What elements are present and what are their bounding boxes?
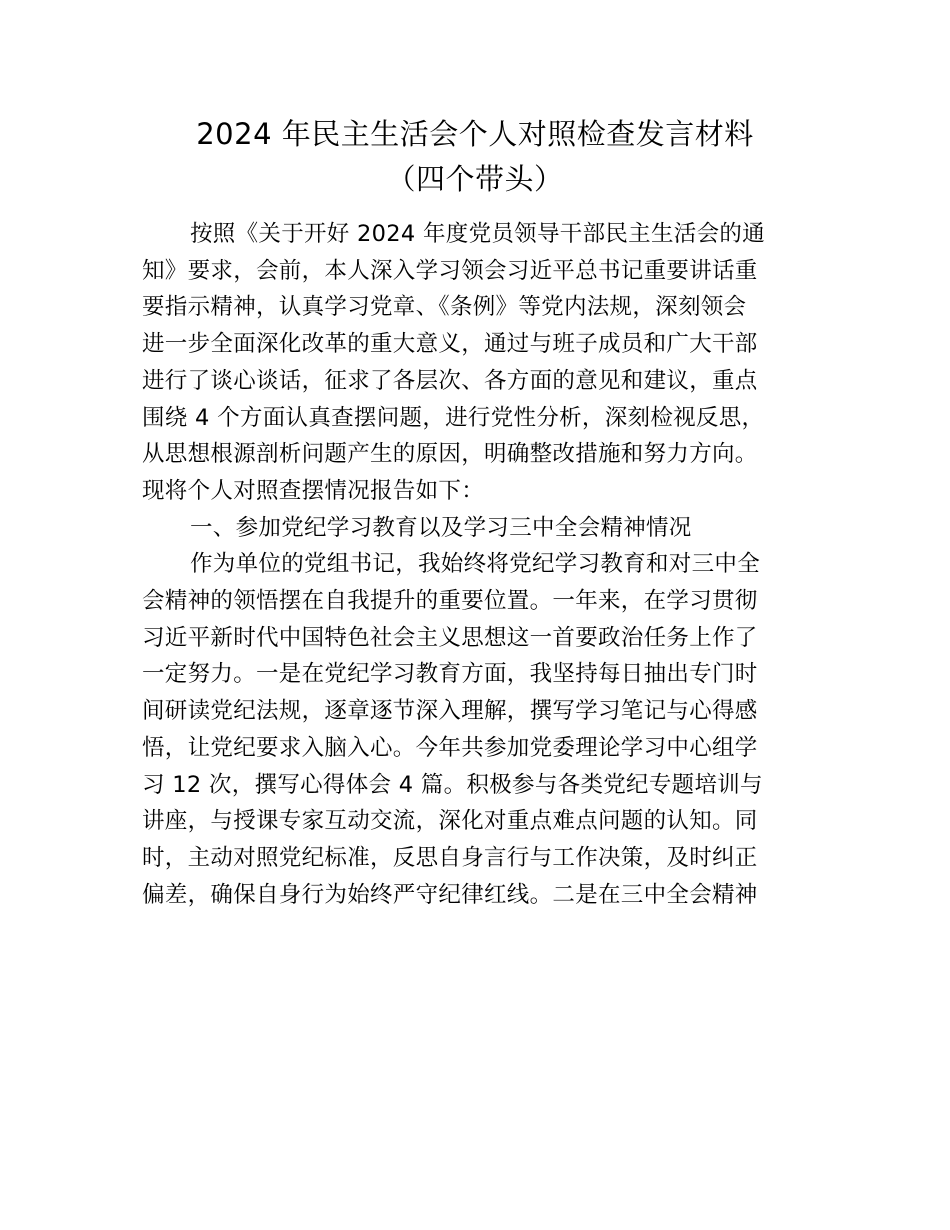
paragraph-line: 习近平新时代中国特色社会主义思想这一首要政治任务上作了 [142,624,758,651]
paragraph-line: 现将个人对照查摆情况报告如下： [142,477,485,504]
paragraph-line: 按照《关于开好 2024 年度党员领导干部民主生活会的通 [190,221,765,247]
document-title [0,112,950,202]
paragraph-line: 时，主动对照党纪标准，反思自身言行与工作决策，及时纠正 [142,844,758,871]
paragraph-line: 知》要求，会前，本人深入学习领会习近平总书记重要讲话重 [142,257,758,284]
paragraph-line: 进行了谈心谈话，征求了各层次、各方面的意见和建议，重点 [142,367,758,394]
paragraph-line: 要指示精神，认真学习党章、《条例》等党内法规，深刻领会 [142,294,747,321]
document-body [142,216,842,913]
paragraph-line: 悟，让党纪要求入脑入心。今年共参加党委理论学习中心组学 [142,734,758,761]
paragraph-line: 从思想根源剖析问题产生的原因，明确整改措施和努力方向。 [142,441,758,468]
paragraph-line: 进一步全面深化改革的重大意义，通过与班子成员和广大干部 [142,331,758,358]
paragraph-line: 会精神的领悟摆在自我提升的重要位置。一年来，在学习贯彻 [142,588,758,615]
paragraph-line: 偏差，确保自身行为始终严守纪律红线。二是在三中全会精神 [142,881,758,908]
paragraph-line: 间研读党纪法规，逐章逐节深入理解，撰写学习笔记与心得感 [142,698,758,725]
title-line-2: （四个带头） [386,162,564,196]
section-heading: 一、参加党纪学习教育以及学习三中全会精神情况 [190,514,692,541]
paragraph-line: 作为单位的党组书记，我始终将党纪学习教育和对三中全 [190,551,761,578]
paragraph-line: 一定努力。一是在党纪学习教育方面，我坚持每日抽出专门时 [142,661,758,688]
paragraph-line: 讲座，与授课专家互动交流，深化对重点难点问题的认知。同 [142,808,758,835]
paragraph-line: 习 12 次，撰写心得体会 4 篇。积极参与各类党纪专题培训与 [142,771,763,798]
paragraph-line: 围绕 4 个方面认真查摆问题，进行党性分析，深刻检视反思， [142,404,765,431]
title-line-1: 2024 年民主生活会个人对照检查发言材料 [196,117,754,151]
